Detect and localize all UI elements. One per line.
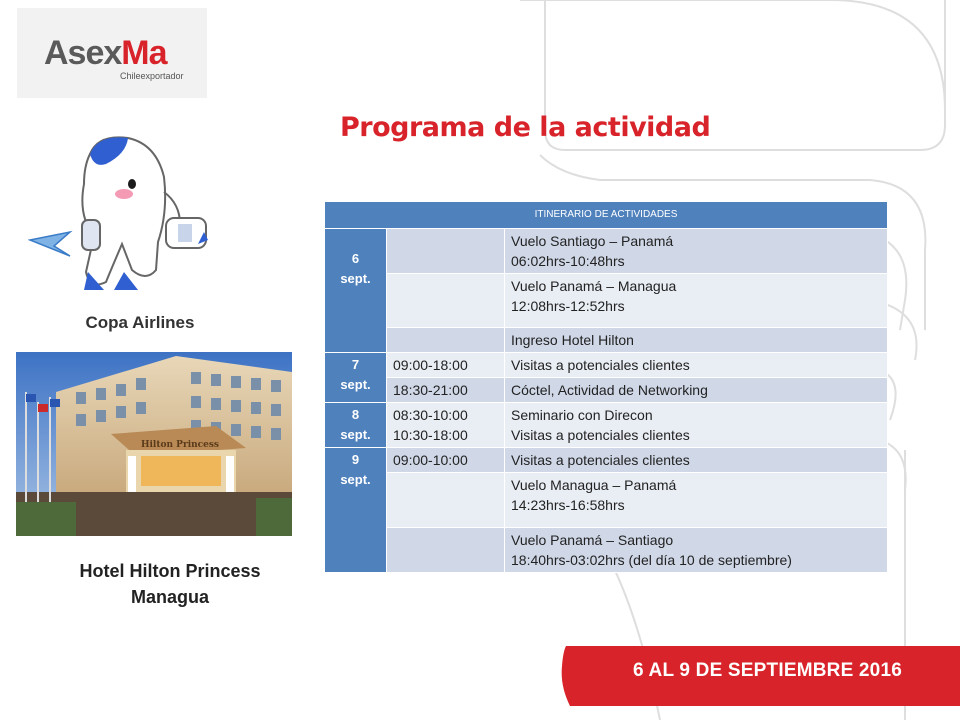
time-cell [387, 274, 505, 328]
time-line: 08:30-10:00 [393, 407, 468, 423]
day-month: sept. [340, 472, 371, 487]
day-cell [325, 229, 387, 353]
activity-cell [505, 528, 888, 573]
asexma-logo [17, 8, 207, 98]
table-row [325, 353, 888, 378]
activity-line: Visitas a potenciales clientes [511, 357, 690, 373]
activity-cell [505, 378, 888, 403]
time-cell [387, 528, 505, 573]
day-month: sept. [340, 377, 371, 392]
activity-cell [505, 328, 888, 353]
activity-line: 06:02hrs-10:48hrs [511, 253, 625, 269]
activity-line: Ingreso Hotel Hilton [511, 332, 634, 348]
table-row [325, 328, 888, 353]
table-row [325, 229, 888, 274]
activity-line: 18:40hrs-03:02hrs (del día 10 de septiembre) [511, 552, 792, 568]
activity-line: 14:23hrs-16:58hrs [511, 497, 625, 513]
logo-wordmark [44, 34, 167, 73]
logo-text-right: Ma [121, 34, 167, 72]
time-cell [387, 473, 505, 528]
airplane-mascot-image [28, 132, 218, 297]
table-row [325, 378, 888, 403]
itinerary-table [324, 201, 888, 573]
activity-line: Vuelo Panamá – Santiago [511, 532, 674, 548]
hotel-photo [16, 352, 292, 536]
hotel-label-line2: Managua [130, 587, 209, 607]
day-number: 7 [351, 357, 360, 372]
activity-line: Visitas a potenciales clientes [511, 427, 690, 443]
logo-text-left: Asex [44, 34, 122, 72]
activity-line: Cóctel, Actividad de Networking [511, 382, 708, 398]
table-row [325, 403, 888, 448]
time-cell [387, 403, 505, 448]
time-line: 10:30-18:00 [393, 427, 468, 443]
activity-cell [505, 229, 888, 274]
paper-plane-icon [30, 232, 70, 256]
day-cell [325, 403, 387, 448]
day-number: 8 [351, 407, 360, 422]
day-cell [325, 353, 387, 403]
page-title: Programa de la actividad [340, 112, 711, 143]
activity-line: 12:08hrs-12:52hrs [511, 298, 625, 314]
activity-cell [505, 353, 888, 378]
day-month: sept. [340, 427, 371, 442]
hotel-label-line1: Hotel Hilton Princess [79, 561, 261, 581]
activity-cell [505, 274, 888, 328]
time-cell: 18:30-21:00 [387, 378, 505, 403]
table-header-row [325, 202, 888, 229]
table-row [325, 274, 888, 328]
hotel-sign: Hilton Princess [141, 440, 219, 450]
time-cell [387, 229, 505, 274]
table-row [325, 528, 888, 573]
activity-cell [505, 473, 888, 528]
time-cell [387, 328, 505, 353]
logo-tagline: Chileexportador [120, 71, 184, 81]
date-badge: 6 AL 9 DE SEPTIEMBRE 2016 [633, 660, 902, 681]
activity-cell [505, 448, 888, 473]
table-header: ITINERARIO DE ACTIVIDADES [325, 202, 888, 229]
activity-line: Visitas a potenciales clientes [511, 452, 690, 468]
time-cell: 09:00-18:00 [387, 353, 505, 378]
day-month: sept. [340, 271, 371, 286]
table-row [325, 473, 888, 528]
activity-line: Seminario con Direcon [511, 407, 653, 423]
time-cell: 09:00-10:00 [387, 448, 505, 473]
day-cell [325, 448, 387, 573]
activity-line: Vuelo Panamá – Managua [511, 278, 677, 294]
activity-line: Vuelo Managua – Panamá [511, 477, 677, 493]
activity-line: Vuelo Santiago – Panamá [511, 233, 674, 249]
day-number: 6 [351, 251, 360, 266]
activity-cell [505, 403, 888, 448]
table-row [325, 448, 888, 473]
day-number: 9 [351, 452, 360, 467]
hotel-label [40, 558, 300, 610]
airline-label: Copa Airlines [85, 313, 195, 332]
